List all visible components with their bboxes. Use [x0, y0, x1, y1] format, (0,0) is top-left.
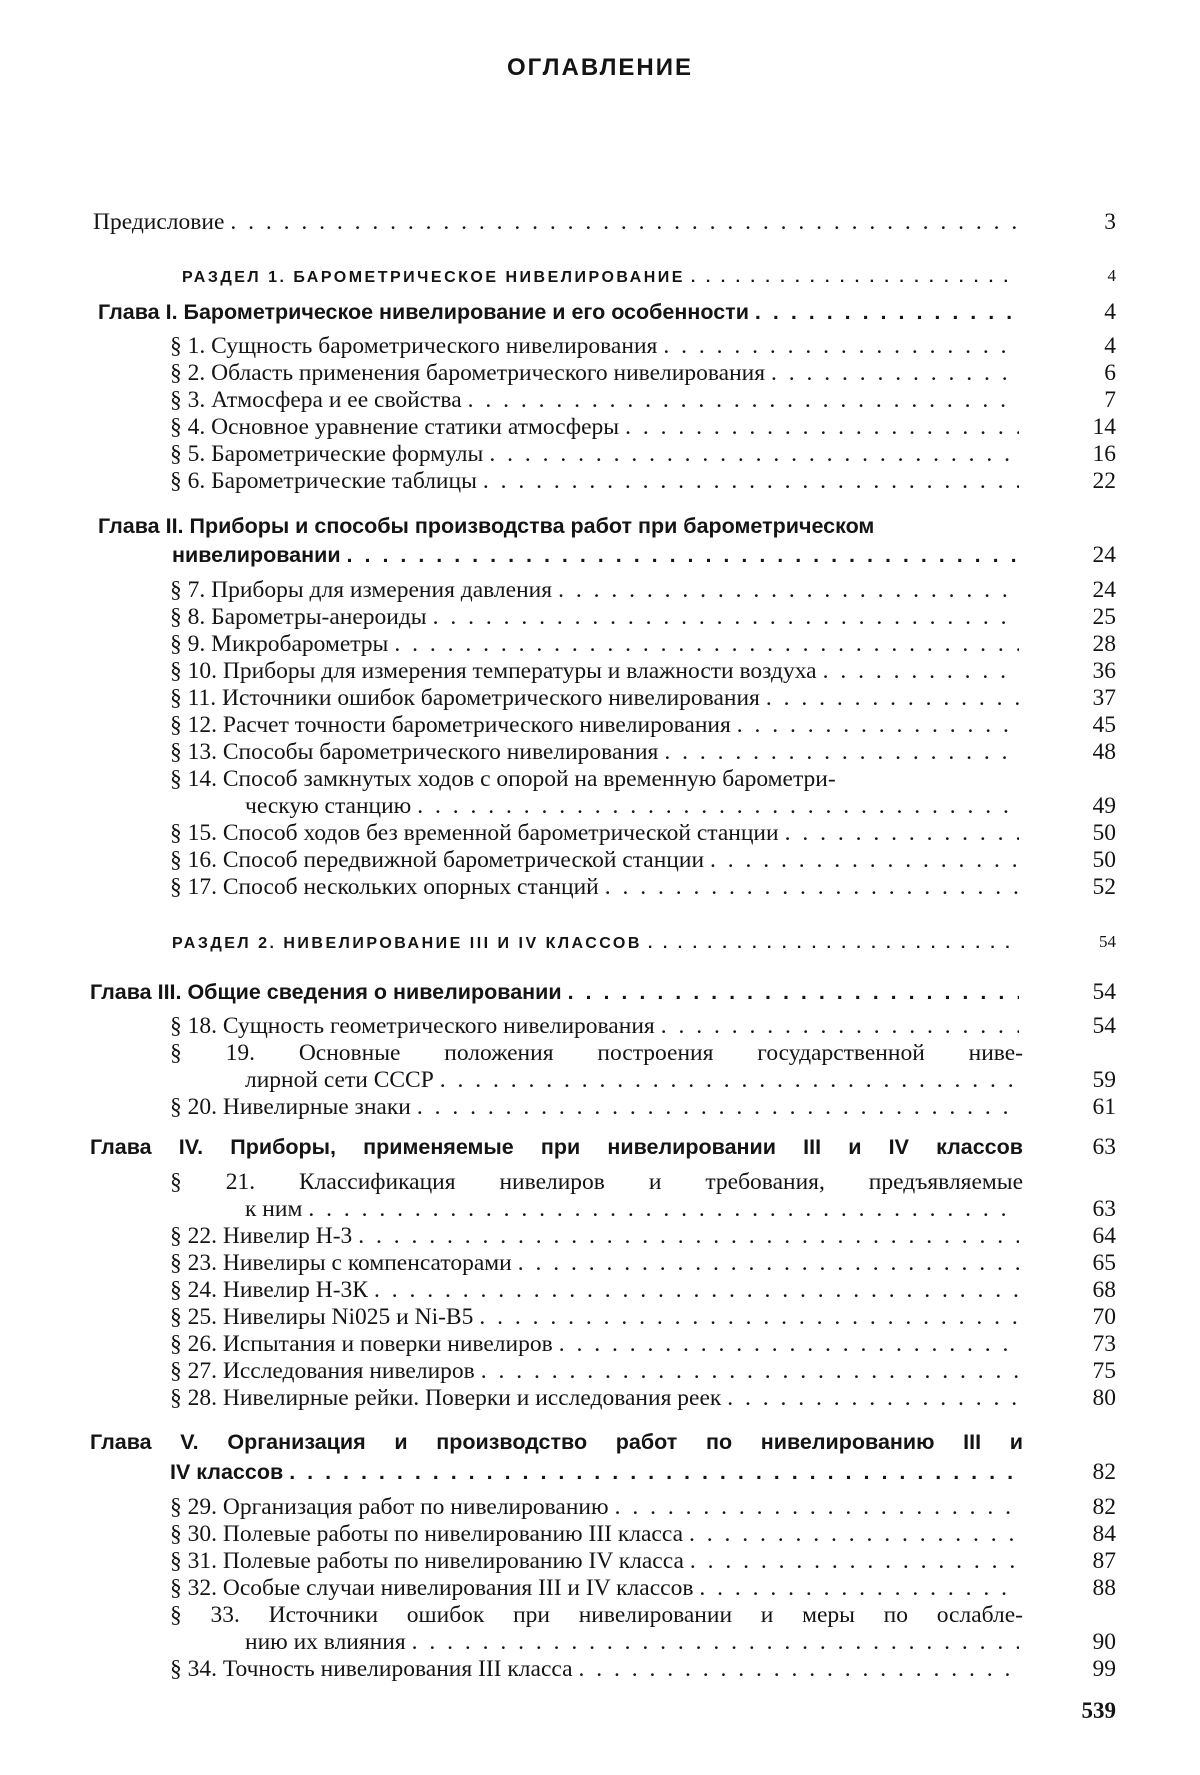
toc-entry-page: 45: [1092, 712, 1116, 738]
leader-dots: [518, 1249, 1019, 1277]
toc-entry-page: 4: [1104, 299, 1116, 325]
page-number: 539: [1081, 1698, 1116, 1723]
toc-entry-title: § 19. Основные положения построения государственной ниве-: [170, 1040, 1023, 1066]
leader-dots: [308, 1195, 1019, 1223]
toc-entry-page: 70: [1092, 1304, 1116, 1330]
toc-entry-page: 73: [1092, 1331, 1116, 1357]
section-heading-title: РАЗДЕЛ 2. НИВЕЛИРОВАНИЕ III И IV КЛАССОВ: [172, 935, 642, 952]
leader-dots: [481, 1357, 1019, 1385]
toc-entry-title: § 31. Полевые работы по нивелированию IV класса: [170, 1548, 684, 1574]
toc-entry: [170, 873, 1023, 901]
toc-entry-title: § 10. Приборы для измерения температуры и влажности воздуха: [170, 658, 817, 684]
toc-entry: [170, 1303, 1023, 1331]
toc-entry-page: 24: [1092, 542, 1116, 568]
section-heading-title: РАЗДЕЛ 1. БАРОМЕТРИЧЕСКОЕ НИВЕЛИРОВАНИЕ: [182, 269, 685, 286]
toc-entry: [93, 208, 1023, 236]
toc-entry-title: § 11. Источники ошибок барометрического нивелирования: [170, 685, 760, 711]
chapter-title: Глава III. Общие сведения о нивелировании: [90, 980, 562, 1004]
toc-entry-page: 7: [1104, 387, 1116, 413]
toc-entry-page: 82: [1092, 1494, 1116, 1520]
page-title: ОГЛАВЛЕНИЕ: [506, 54, 694, 81]
toc-entry-title: § 33. Источники ошибок при нивелировании и меры по ослабле-: [170, 1602, 1023, 1628]
toc-entry: [170, 386, 1023, 414]
toc-entry-page: 24: [1092, 577, 1116, 603]
toc-entry-title: § 1. Сущность барометрического нивелирования: [170, 333, 658, 359]
toc-entry-page: 3: [1104, 209, 1116, 235]
toc-entry-title: § 17. Способ нескольких опорных станций: [170, 874, 599, 900]
chapter-title: Глава IV. Приборы, применяемые при нивелировании III и IV классов: [90, 1135, 1023, 1159]
toc-entry: [170, 711, 1023, 739]
toc-entry-page: 22: [1092, 468, 1116, 494]
toc-entry-page: 82: [1092, 1459, 1116, 1485]
toc-entry: [170, 738, 1023, 766]
chapter-title: Глава V. Организация и производство работ по нивелированию III и: [90, 1430, 1023, 1454]
leader-dots: [755, 298, 1019, 326]
toc-entry-title: § 8. Барометры-анероиды: [170, 604, 427, 630]
toc-entry-page: 54: [1099, 932, 1116, 951]
toc-entry: [170, 1574, 1023, 1602]
toc-entry: [170, 1357, 1023, 1385]
toc-entry-page: 54: [1092, 979, 1116, 1005]
toc-entry: [170, 1384, 1023, 1412]
leader-dots: [727, 1384, 1019, 1412]
toc-entry-title: § 23. Нивелиры с компенсаторами: [170, 1250, 512, 1276]
toc-entry-title: § 32. Особые случаи нивелирования III и IV классов: [170, 1575, 694, 1601]
toc-entry-page: 88: [1092, 1575, 1116, 1601]
toc-entry: [245, 792, 1023, 820]
toc-entry: [170, 467, 1023, 495]
toc-entry-page: 4: [1104, 333, 1116, 359]
toc-entry: [170, 413, 1023, 441]
toc-entry-page: 68: [1092, 1277, 1116, 1303]
toc-entry: [170, 1520, 1023, 1548]
leader-dots: [412, 1628, 1019, 1656]
toc-entry: [170, 576, 1023, 604]
toc-entry-page: 75: [1092, 1358, 1116, 1384]
toc-entry-title: § 7. Приборы для измерения давления: [170, 577, 553, 603]
toc-entry-title: § 16. Способ передвижной барометрической станции: [170, 847, 705, 873]
toc-entry-title: § 30. Полевые работы по нивелированию III класса: [170, 1521, 683, 1547]
toc-entry-title: § 9. Микробарометры: [170, 631, 389, 657]
toc-entry-page: 65: [1092, 1250, 1116, 1276]
toc-entry-title: Предисловие: [93, 209, 225, 235]
toc-entry: [245, 1066, 1023, 1094]
leader-dots: [785, 819, 1019, 847]
toc-entry-page: 50: [1092, 847, 1116, 873]
toc-entry: [170, 684, 1023, 712]
leader-dots: [559, 1330, 1019, 1358]
toc-entry-title-continuation: ческую станцию: [245, 793, 412, 819]
toc-entry: [170, 359, 1023, 387]
toc-entry-page: 25: [1092, 604, 1116, 630]
chapter-title: Глава I. Барометрическое нивелирование и его особенности: [98, 300, 749, 324]
toc-entry: [170, 440, 1023, 468]
toc-entry-page: 4: [1107, 266, 1116, 285]
leader-dots: [579, 1655, 1019, 1683]
chapter-title-continuation: нивелировании: [172, 543, 341, 567]
toc-entry-page: 16: [1092, 441, 1116, 467]
toc-entry-page: 87: [1092, 1548, 1116, 1574]
leader-dots: [710, 846, 1019, 874]
leader-dots: [690, 1547, 1019, 1575]
toc-entry-title: § 13. Способы барометрического нивелирования: [170, 739, 659, 765]
toc-entry: [170, 1276, 1023, 1304]
leader-dots: [605, 873, 1019, 901]
leader-dots: [771, 359, 1019, 387]
leader-dots: [417, 1093, 1019, 1121]
toc-entry-page: 49: [1092, 793, 1116, 819]
toc-entry-title: § 22. Нивелир Н-3: [170, 1223, 353, 1249]
toc-entry-title: § 34. Точность нивелирования III класса: [170, 1656, 573, 1682]
leader-dots: [483, 467, 1019, 495]
chapter-title-continuation: IV классов: [170, 1460, 284, 1484]
toc-entry-title-continuation: нию их влияния: [245, 1629, 406, 1655]
leader-dots: [417, 792, 1019, 820]
toc-entry-title: § 24. Нивелир Н-3К: [170, 1277, 368, 1303]
toc-entry-page: 63: [1092, 1196, 1116, 1222]
toc-entry-page: 80: [1092, 1385, 1116, 1411]
toc-entry-title: § 3. Атмосфера и ее свойства: [170, 387, 462, 413]
toc-entry-page: 48: [1092, 739, 1116, 765]
leader-dots: [615, 1493, 1019, 1521]
leader-dots: [374, 1276, 1019, 1304]
toc-entry-page: 64: [1092, 1223, 1116, 1249]
leader-dots: [766, 684, 1019, 712]
toc-entry-title: § 4. Основное уравнение статики атмосферы: [170, 414, 620, 440]
toc-entry: [170, 603, 1023, 631]
toc-entry-page: 59: [1092, 1067, 1116, 1093]
toc-entry: [170, 1093, 1023, 1121]
section-heading: [172, 930, 1023, 958]
chapter-entry: [172, 541, 1023, 569]
toc-entry-page: 52: [1092, 874, 1116, 900]
section-heading: [182, 264, 1023, 292]
toc-entry: [170, 332, 1023, 360]
toc-entry-title: § 29. Организация работ по нивелированию: [170, 1494, 609, 1520]
toc-entry-page: 36: [1092, 658, 1116, 684]
leader-dots: [358, 1222, 1019, 1250]
leader-dots: [289, 1458, 1019, 1486]
leader-dots: [691, 264, 1019, 292]
leader-dots: [664, 738, 1019, 766]
leader-dots: [663, 332, 1019, 360]
toc-entry: [170, 1547, 1023, 1575]
leader-dots: [230, 208, 1019, 236]
toc-entry-title: § 5. Барометрические формулы: [170, 441, 484, 467]
toc-entry: [170, 630, 1023, 658]
toc-entry-title: § 12. Расчет точности барометрического нивелирования: [170, 712, 731, 738]
toc-entry-page: 50: [1092, 820, 1116, 846]
toc-entry-title: § 15. Способ ходов без временной барометрической станции: [170, 820, 779, 846]
toc-entry-title: § 20. Нивелирные знаки: [170, 1094, 411, 1120]
toc-entry: [245, 1628, 1023, 1656]
toc-entry-page: 90: [1092, 1629, 1116, 1655]
toc-entry: [170, 1012, 1023, 1040]
leader-dots: [394, 630, 1019, 658]
toc-entry: [245, 1195, 1023, 1223]
toc-entry: [170, 1330, 1023, 1358]
toc-entry: [170, 657, 1023, 685]
leader-dots: [440, 1066, 1019, 1094]
chapter-entry: [90, 978, 1023, 1006]
leader-dots: [568, 978, 1019, 1006]
leader-dots: [648, 930, 1019, 958]
toc-entry-title: § 28. Нивелирные рейки. Поверки и исследования реек: [170, 1385, 722, 1411]
toc-entry: [170, 1655, 1023, 1683]
leader-dots: [689, 1520, 1019, 1548]
chapter-entry: [170, 1458, 1023, 1486]
leader-dots: [468, 386, 1019, 414]
toc-entry-page: 84: [1092, 1521, 1116, 1547]
toc-entry-title: § 6. Барометрические таблицы: [170, 468, 477, 494]
leader-dots: [489, 440, 1019, 468]
toc-entry-title: § 25. Нивелиры Ni025 и Ni-B5: [170, 1304, 474, 1330]
leader-dots: [479, 1303, 1019, 1331]
chapter-title: Глава II. Приборы и способы производства работ при барометрическом: [98, 514, 875, 538]
toc-entry: [170, 846, 1023, 874]
toc-entry-title: § 2. Область применения барометрического нивелирования: [170, 360, 766, 386]
toc-entry-title: § 26. Испытания и поверки нивелиров: [170, 1331, 553, 1357]
toc-entry-page: 63: [1092, 1134, 1116, 1160]
leader-dots: [699, 1574, 1019, 1602]
leader-dots: [823, 657, 1019, 685]
toc-entry-page: 14: [1092, 414, 1116, 440]
leader-dots: [347, 541, 1019, 569]
toc-entry: [170, 819, 1023, 847]
toc-entry-page: 99: [1092, 1656, 1116, 1682]
leader-dots: [625, 413, 1019, 441]
toc-entry-title-continuation: к ним: [245, 1196, 303, 1222]
toc-entry-page: 37: [1092, 685, 1116, 711]
leader-dots: [661, 1012, 1019, 1040]
toc-entry-title: § 18. Сущность геометрического нивелирования: [170, 1013, 655, 1039]
toc-entry-page: 6: [1104, 360, 1116, 386]
leader-dots: [433, 603, 1019, 631]
toc-entry-title-continuation: лирной сети СССР: [245, 1067, 434, 1093]
leader-dots: [558, 576, 1019, 604]
toc-entry: [170, 1493, 1023, 1521]
toc-entry-title: § 14. Способ замкнутых ходов с опорой на временную барометри-: [170, 766, 836, 792]
toc-entry: [170, 1222, 1023, 1250]
toc-entry-page: 54: [1092, 1013, 1116, 1039]
toc-entry-title: § 21. Классификация нивелиров и требования, предъявляемые: [170, 1169, 1023, 1195]
toc-entry-page: 61: [1092, 1094, 1116, 1120]
toc-entry-page: 28: [1092, 631, 1116, 657]
toc-entry: [170, 1249, 1023, 1277]
chapter-entry: [98, 298, 1023, 326]
toc-entry-title: § 27. Исследования нивелиров: [170, 1358, 475, 1384]
leader-dots: [737, 711, 1019, 739]
